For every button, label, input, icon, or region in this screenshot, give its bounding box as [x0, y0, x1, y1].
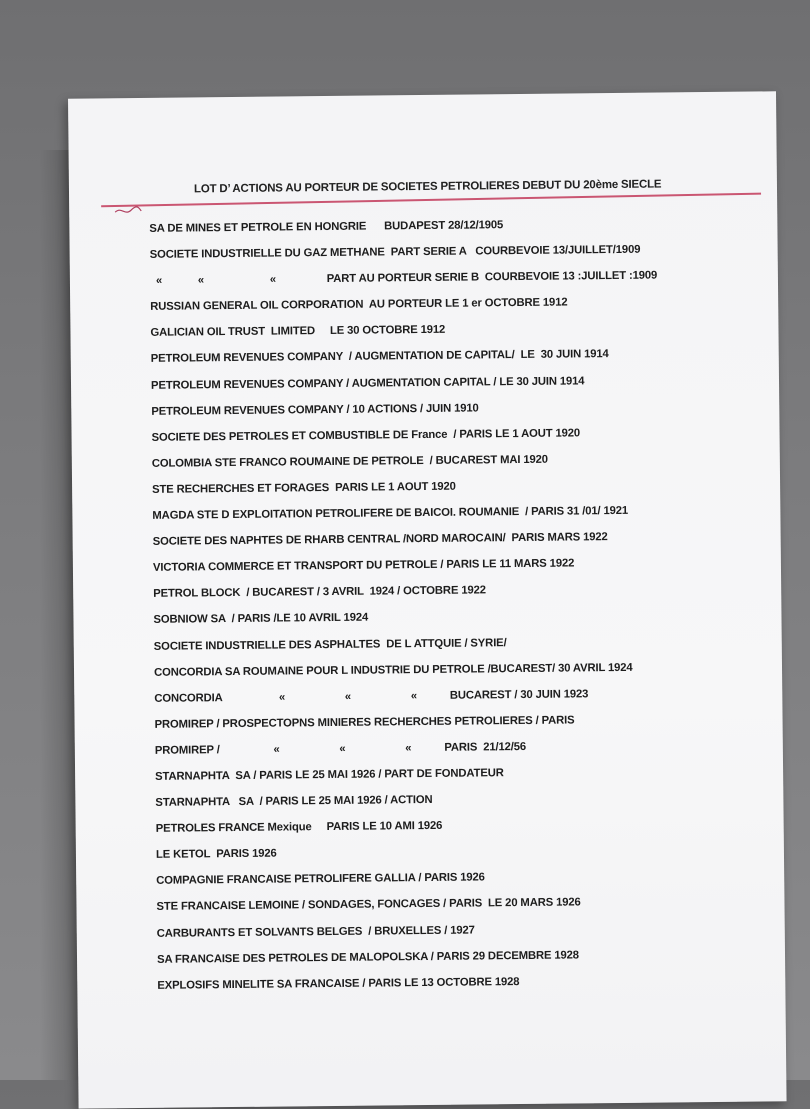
list-item: CONCORDIA « « « BUCAREST / 30 JUIN 1923 [154, 687, 589, 705]
list-item: PETROLES FRANCE Mexique PARIS LE 10 AMI 1926 [155, 819, 443, 835]
list-item: « « « PART AU PORTEUR SERIE B COURBEVOIE 13 :JUILLET :1909 [149, 269, 658, 288]
list-item: CARBURANTS ET SOLVANTS BELGES / BRUXELLES / 1927 [156, 924, 475, 940]
list-item: GALICIAN OIL TRUST LIMITED LE 30 OCTOBRE 1912 [150, 324, 446, 340]
list-item: PETROLEUM REVENUES COMPANY / AUGMENTATION CAPITAL / LE 30 JUIN 1914 [150, 374, 585, 392]
pen-squiggle-mark [113, 206, 143, 216]
list-item: SOCIETE INDUSTRIELLE DES ASPHALTES DE L ATTQUIE / SYRIE/ [153, 636, 507, 653]
list-item: SOCIETE INDUSTRIELLE DU GAZ METHANE PART SERIE A COURBEVOIE 13/JUILLET/1909 [149, 243, 641, 261]
list-item: SA DE MINES ET PETROLE EN HONGRIE BUDAPEST 28/12/1905 [149, 219, 504, 235]
list-item: PETROLEUM REVENUES COMPANY / 10 ACTIONS / JUIN 1910 [151, 402, 479, 418]
list-item: SA FRANCAISE DES PETROLES DE MALOPOLSKA / PARIS 29 DECEMBRE 1928 [156, 949, 579, 966]
list-item: RUSSIAN GENERAL OIL CORPORATION AU PORTEUR LE 1 er OCTOBRE 1912 [150, 296, 568, 314]
list-item: SOCIETE DES NAPHTES DE RHARB CENTRAL /NORD MAROCAIN/ PARIS MARS 1922 [152, 531, 608, 548]
list-item: COLOMBIA STE FRANCO ROUMAINE DE PETROLE / BUCAREST MAI 1920 [151, 453, 548, 470]
list-item: STARNAPHTA SA / PARIS LE 25 MAI 1926 / ACTION [155, 793, 433, 809]
document-page [68, 91, 787, 1108]
list-item: SOBNIOW SA / PARIS /LE 10 AVRIL 1924 [153, 612, 369, 627]
list-item: STE FRANCAISE LEMOINE / SONDAGES, FONCAGES / PARIS LE 20 MARS 1926 [156, 896, 581, 914]
list-item: COMPAGNIE FRANCAISE PETROLIFERE GALLIA / PARIS 1926 [156, 871, 485, 888]
document-heading: LOT D’ ACTIONS AU PORTEUR DE SOCIETES PETROLIERES DEBUT DU 20ème SIECLE [193, 178, 662, 196]
list-item: STE RECHERCHES ET FORAGES PARIS LE 1 AOUT 1920 [152, 480, 456, 496]
list-item: SOCIETE DES PETROLES ET COMBUSTIBLE DE France / PARIS LE 1 AOUT 1920 [151, 427, 581, 444]
list-item: VICTORIA COMMERCE ET TRANSPORT DU PETROLE / PARIS LE 11 MARS 1922 [152, 557, 575, 575]
list-item: EXPLOSIFS MINELITE SA FRANCAISE / PARIS LE 13 OCTOBRE 1928 [157, 975, 520, 992]
list-item: PETROLEUM REVENUES COMPANY / AUGMENTATION DE CAPITAL/ LE 30 JUIN 1914 [150, 348, 609, 366]
list-item: MAGDA STE D EXPLOITATION PETROLIFERE DE BAICOI. ROUMANIE / PARIS 31 /01/ 1921 [152, 504, 629, 522]
share-list [149, 210, 757, 999]
list-item: LE KETOL PARIS 1926 [155, 847, 277, 862]
list-item: PETROL BLOCK / BUCAREST / 3 AVRIL 1924 / OCTOBRE 1922 [153, 584, 486, 601]
list-item: STARNAPHTA SA / PARIS LE 25 MAI 1926 / PART DE FONDATEUR [155, 767, 504, 783]
list-item: CONCORDIA SA ROUMAINE POUR L INDUSTRIE DU PETROLE /BUCAREST/ 30 AVRIL 1924 [153, 661, 633, 679]
list-item: PROMIREP / « « « PARIS 21/12/56 [154, 740, 527, 757]
list-item: PROMIREP / PROSPECTOPNS MINIERES RECHERCHES PETROLIERES / PARIS [154, 714, 575, 731]
